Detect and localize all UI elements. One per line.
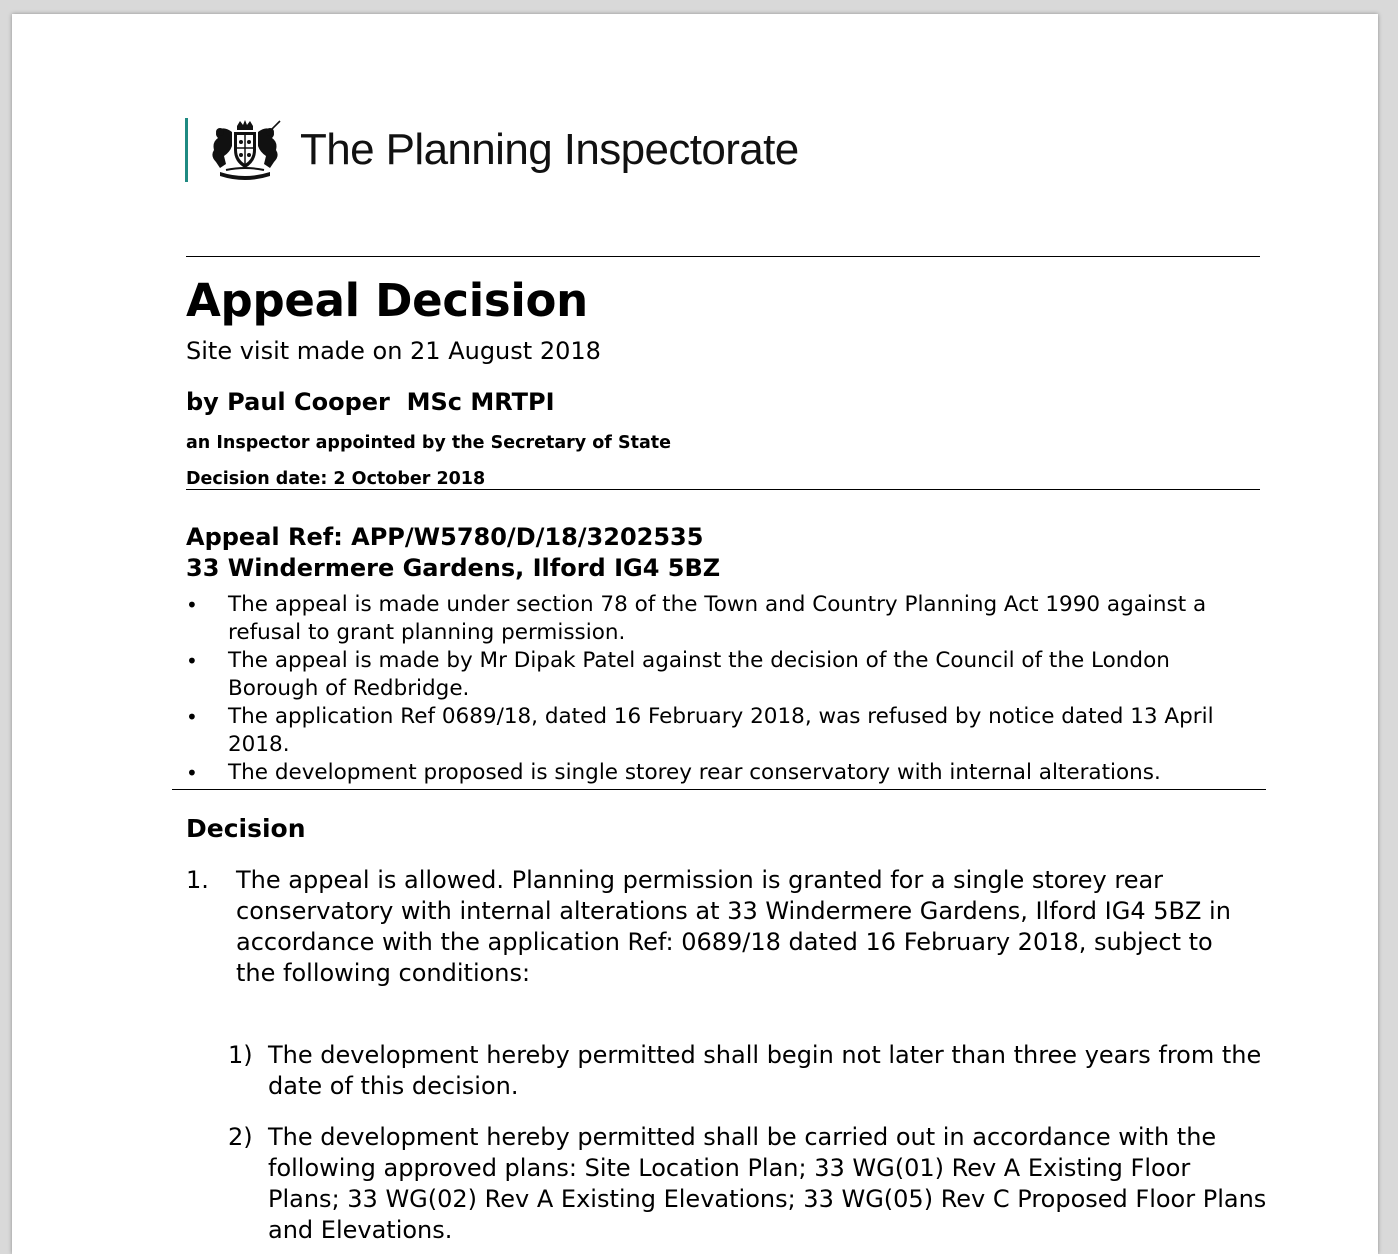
inspector-appointment: an Inspector appointed by the Secretary of State <box>186 433 672 453</box>
document-page <box>12 14 1378 1254</box>
bullet-icon: • <box>186 705 198 729</box>
condition-text: The development hereby permitted shall be carried out in accordance with the following approved plans: Site Location Plan; 33 WG(01) Rev A Existing Floor Plans; 33 WG(02) Rev A Existing Elevations; 33 WG(05) Rev C Proposed Floor Plans and Elevations. <box>268 1123 1267 1244</box>
list-item <box>186 647 1266 703</box>
list-item <box>186 591 1266 647</box>
appeal-details-list <box>186 591 1266 787</box>
appeal-reference: Appeal Ref: APP/W5780/D/18/3202535 <box>186 523 704 551</box>
page-title: Appeal Decision <box>186 274 588 327</box>
header-divider <box>186 256 1260 257</box>
condition-item <box>228 1040 1268 1102</box>
appeal-reference-block <box>186 522 720 584</box>
condition-number: 1) <box>228 1041 253 1069</box>
logo-accent-bar <box>185 118 188 182</box>
list-item-text: The development proposed is single storey rear conservatory with internal alterations. <box>228 760 1161 785</box>
list-item <box>186 759 1266 787</box>
list-item-text: The appeal is made by Mr Dipak Patel against the decision of the Council of the London Borough of Redbridge. <box>228 648 1170 701</box>
bullet-icon: • <box>186 761 198 785</box>
paragraph-text: The appeal is allowed. Planning permission is granted for a single storey rear conservatory with internal alterations at 33 Windermere Gardens, Ilford IG4 5BZ in accordance with the application Ref: 0689/18 dated 16 February 2018, subject to the following conditions: <box>236 866 1231 987</box>
paragraph-number: 1. <box>186 866 209 894</box>
list-item <box>186 703 1266 759</box>
list-item-text: The application Ref 0689/18, dated 16 February 2018, was refused by notice dated 13 April 2018. <box>228 704 1214 757</box>
summary-divider <box>172 789 1266 790</box>
condition-item <box>228 1122 1268 1246</box>
planning-inspectorate-logo <box>185 116 799 184</box>
bullet-icon: • <box>186 649 198 673</box>
decision-paragraph <box>186 865 1256 989</box>
condition-text: The development hereby permitted shall begin not later than three years from the date of this decision. <box>268 1041 1262 1100</box>
decision-date: Decision date: 2 October 2018 <box>186 469 486 489</box>
list-item-text: The appeal is made under section 78 of the Town and Country Planning Act 1990 against a refusal to grant planning permission. <box>228 592 1207 645</box>
decision-heading: Decision <box>186 814 306 843</box>
details-divider <box>186 489 1260 490</box>
appeal-address: 33 Windermere Gardens, Ilford IG4 5BZ <box>186 554 721 582</box>
organisation-name: The Planning Inspectorate <box>300 125 799 174</box>
royal-coat-of-arms-icon <box>204 118 286 182</box>
inspector-name: by Paul Cooper MSc MRTPI <box>186 388 555 416</box>
condition-number: 2) <box>228 1123 253 1151</box>
bullet-icon: • <box>186 593 198 617</box>
site-visit-date: Site visit made on 21 August 2018 <box>186 337 601 365</box>
